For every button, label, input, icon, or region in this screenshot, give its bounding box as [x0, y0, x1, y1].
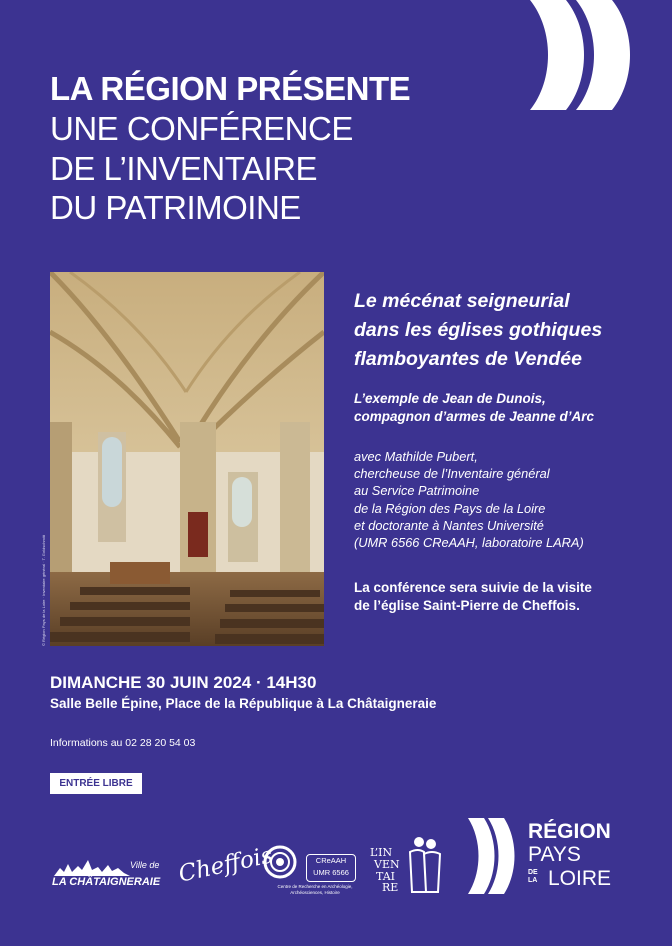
region-word: RÉGION [528, 820, 611, 843]
speaker-line: avec Mathilde Pubert, [354, 449, 478, 464]
inventaire-letters: RE [382, 881, 399, 894]
photo-credit: © Région Pays de la Loire · Inventaire général · T. Goldschmitt [41, 535, 46, 646]
followup-line: de l’église Saint-Pierre de Cheffois. [354, 598, 580, 613]
event-info-phone: Informations au 02 28 20 54 03 [50, 737, 196, 749]
conference-subtitle [354, 390, 654, 426]
speaker-line: au Service Patrimoine [354, 483, 480, 499]
creaah-line-1: CReAAH [315, 856, 347, 865]
header-title-bold: LA RÉGION PRÉSENTE [50, 70, 411, 107]
subtitle-line: L’exemple de Jean de Dunois, [354, 391, 546, 406]
followup-line: La conférence sera suivie de la visite [354, 580, 592, 595]
logo-inventaire [370, 836, 442, 894]
speaker-line: de la Région des Pays de la Loire [354, 500, 546, 516]
followup-visit [354, 579, 664, 615]
logo-cheffois: Cheffois [176, 842, 275, 888]
church-interior-photo [50, 272, 324, 646]
de-word: DE [528, 869, 538, 876]
la-word: LA [528, 877, 538, 884]
inventaire-letters: VEN [374, 858, 400, 871]
speaker-line: chercheuse de l’Inventaire général [354, 466, 550, 482]
subtitle-line: compagnon d’armes de Jeanne d’Arc [354, 409, 595, 424]
creaah-swirl-icon [262, 844, 302, 882]
de-la-words [528, 869, 538, 885]
logo-ville-de: Ville de [130, 860, 160, 870]
creaah-line-2: UMR 6566 [313, 868, 349, 877]
loire-word: LOIRE [548, 867, 612, 890]
speaker-line: (UMR 6566 CReAAH, laboratoire LARA) [354, 535, 584, 551]
conference-subject [354, 287, 654, 374]
region-logo-bracket-icon [466, 818, 522, 894]
subject-line: dans les églises gothiques [354, 319, 603, 341]
pays-word: PAYS [528, 843, 581, 866]
entry-badge: ENTRÉE LIBRE [50, 773, 142, 794]
subject-line: flamboyantes de Vendée [354, 348, 582, 370]
village-silhouette-icon [54, 858, 130, 878]
logo-chataigneraie-name: LA CHÂTAIGNERAIE [52, 876, 161, 888]
logo-la-chataigneraie [52, 856, 162, 892]
logo-region-pays-de-la-loire [466, 818, 626, 894]
speaker-line: et doctorante à Nantes Université [354, 517, 544, 533]
header-line-2: UNE CONFÉRENCE [50, 110, 353, 147]
speaker-info [354, 448, 664, 551]
creaah-caption: Centre de Recherche en Archéologie, Archéosciences, Histoire [277, 884, 353, 895]
event-datetime: DIMANCHE 30 JUIN 2024 · 14H30 [50, 673, 317, 692]
header-line-4: DU PATRIMOINE [50, 189, 301, 226]
region-bracket-mark [520, 0, 630, 112]
inventaire-letters: TAI [376, 870, 396, 883]
creaah-box [306, 854, 356, 882]
event-venue: Salle Belle Épine, Place de la République à La Châtaigneraie [50, 696, 437, 711]
subject-line: Le mécénat seigneurial [354, 290, 570, 312]
header-line-3: DE L’INVENTAIRE [50, 150, 317, 187]
logo-creaah [262, 844, 358, 898]
inventaire-letters: L’IN [370, 846, 393, 859]
statue-figures-icon [408, 836, 442, 894]
